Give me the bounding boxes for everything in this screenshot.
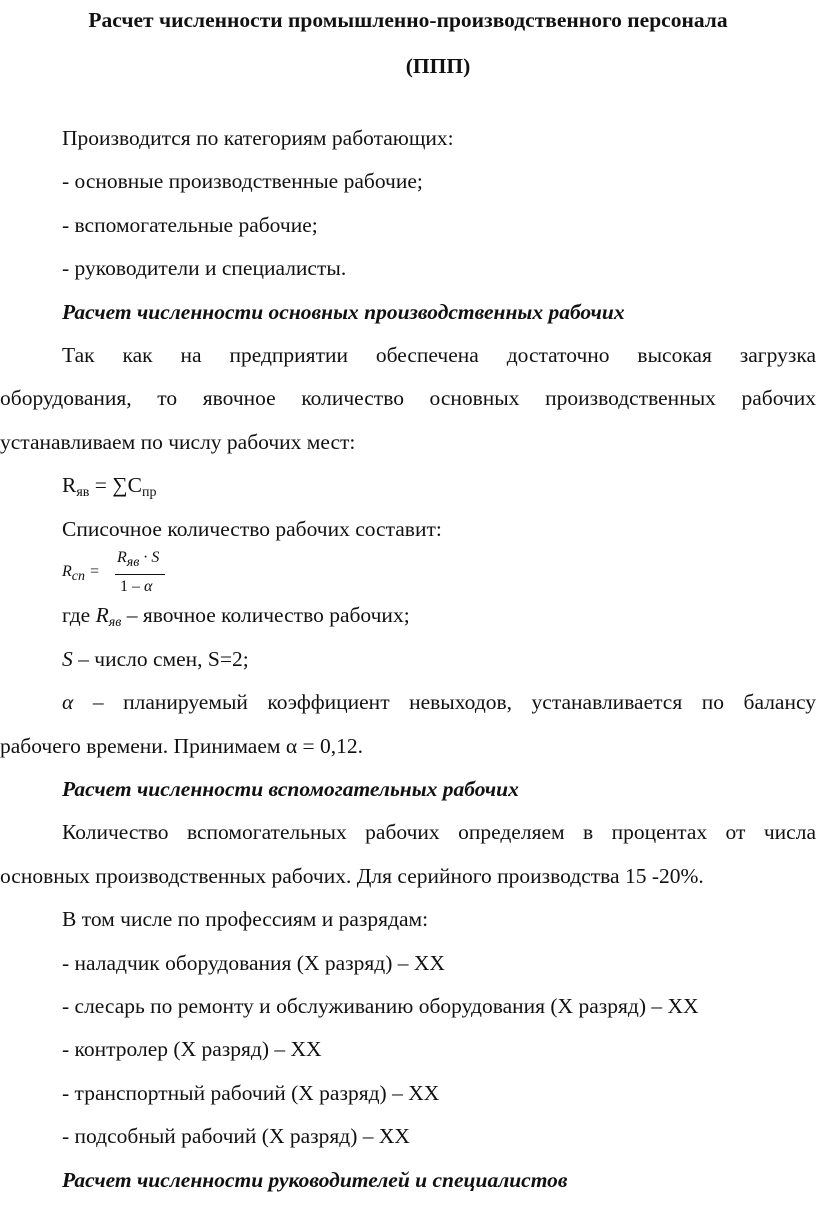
profession-item: - наладчик оборудования (Х разряд) – ХХ bbox=[62, 950, 445, 975]
profession-item: - слесарь по ремонту и обслуживанию оборудования (Х разряд) – ХХ bbox=[62, 994, 699, 1018]
profession-item: - подсобный рабочий (Х разряд) – ХХ bbox=[62, 1124, 410, 1149]
category-item: - вспомогательные рабочие; bbox=[62, 212, 318, 237]
category-item: - руководители и специалисты. bbox=[62, 256, 347, 281]
professions-subhead: В том числе по профессиям и разрядам: bbox=[62, 907, 429, 932]
formula-attendance: $R_{яв} = \sum С_{пр}$ bbox=[62, 473, 157, 501]
document-title-line2: (ППП) bbox=[405, 54, 471, 78]
paragraph-line: Количество вспомогательных рабочих определяем в процентах от числа bbox=[62, 820, 816, 845]
profession-item: - транспортный рабочий (Х разряд) – ХХ bbox=[62, 1080, 440, 1105]
formula-denominator: 1 – α bbox=[120, 578, 153, 595]
paragraph-line: устанавливаем по числу рабочих мест: bbox=[0, 429, 356, 454]
paragraph-line: оборудования, то явочное количество основных производственных рабочих bbox=[0, 386, 816, 411]
shifts-line: S – число смен, S=2; bbox=[62, 646, 249, 671]
paragraph-line: рабочего времени. Принимаем α = 0,12. bbox=[0, 733, 364, 758]
profession-item: - контролер (Х разряд) – ХХ bbox=[62, 1037, 322, 1062]
paragraph-line: Так как на предприятии обеспечена достаточно высокая загрузка bbox=[62, 343, 816, 367]
paragraph-line: основных производственных рабочих. Для серийного производства 15 -20%. bbox=[0, 863, 704, 888]
where-R-line: где $R_{яв}$ – явочное количество рабочих; bbox=[62, 603, 410, 631]
section-heading-main-workers: Расчет численности основных производственных рабочих bbox=[62, 299, 625, 324]
formula-numerator: $R_{яв} \cdot S$ bbox=[117, 549, 160, 570]
intro-text: Производится по категориям работающих: bbox=[62, 126, 454, 150]
alpha-line: α – планируемый коэффициент невыходов, устанавливается по балансу bbox=[62, 690, 816, 715]
formula-lhs: $R_{сп}$ = bbox=[62, 563, 100, 584]
section-heading-aux-workers: Расчет численности вспомогательных рабочих bbox=[62, 777, 519, 801]
category-item: - основные производственные рабочие; bbox=[62, 169, 423, 194]
section-heading-managers: Расчет численности руководителей и специалистов bbox=[62, 1167, 568, 1192]
list-count-text: Списочное количество рабочих составит: bbox=[62, 516, 442, 541]
fraction-bar bbox=[115, 574, 165, 575]
document-title-line1: Расчет численности промышленно-производственного персонала bbox=[88, 8, 728, 32]
